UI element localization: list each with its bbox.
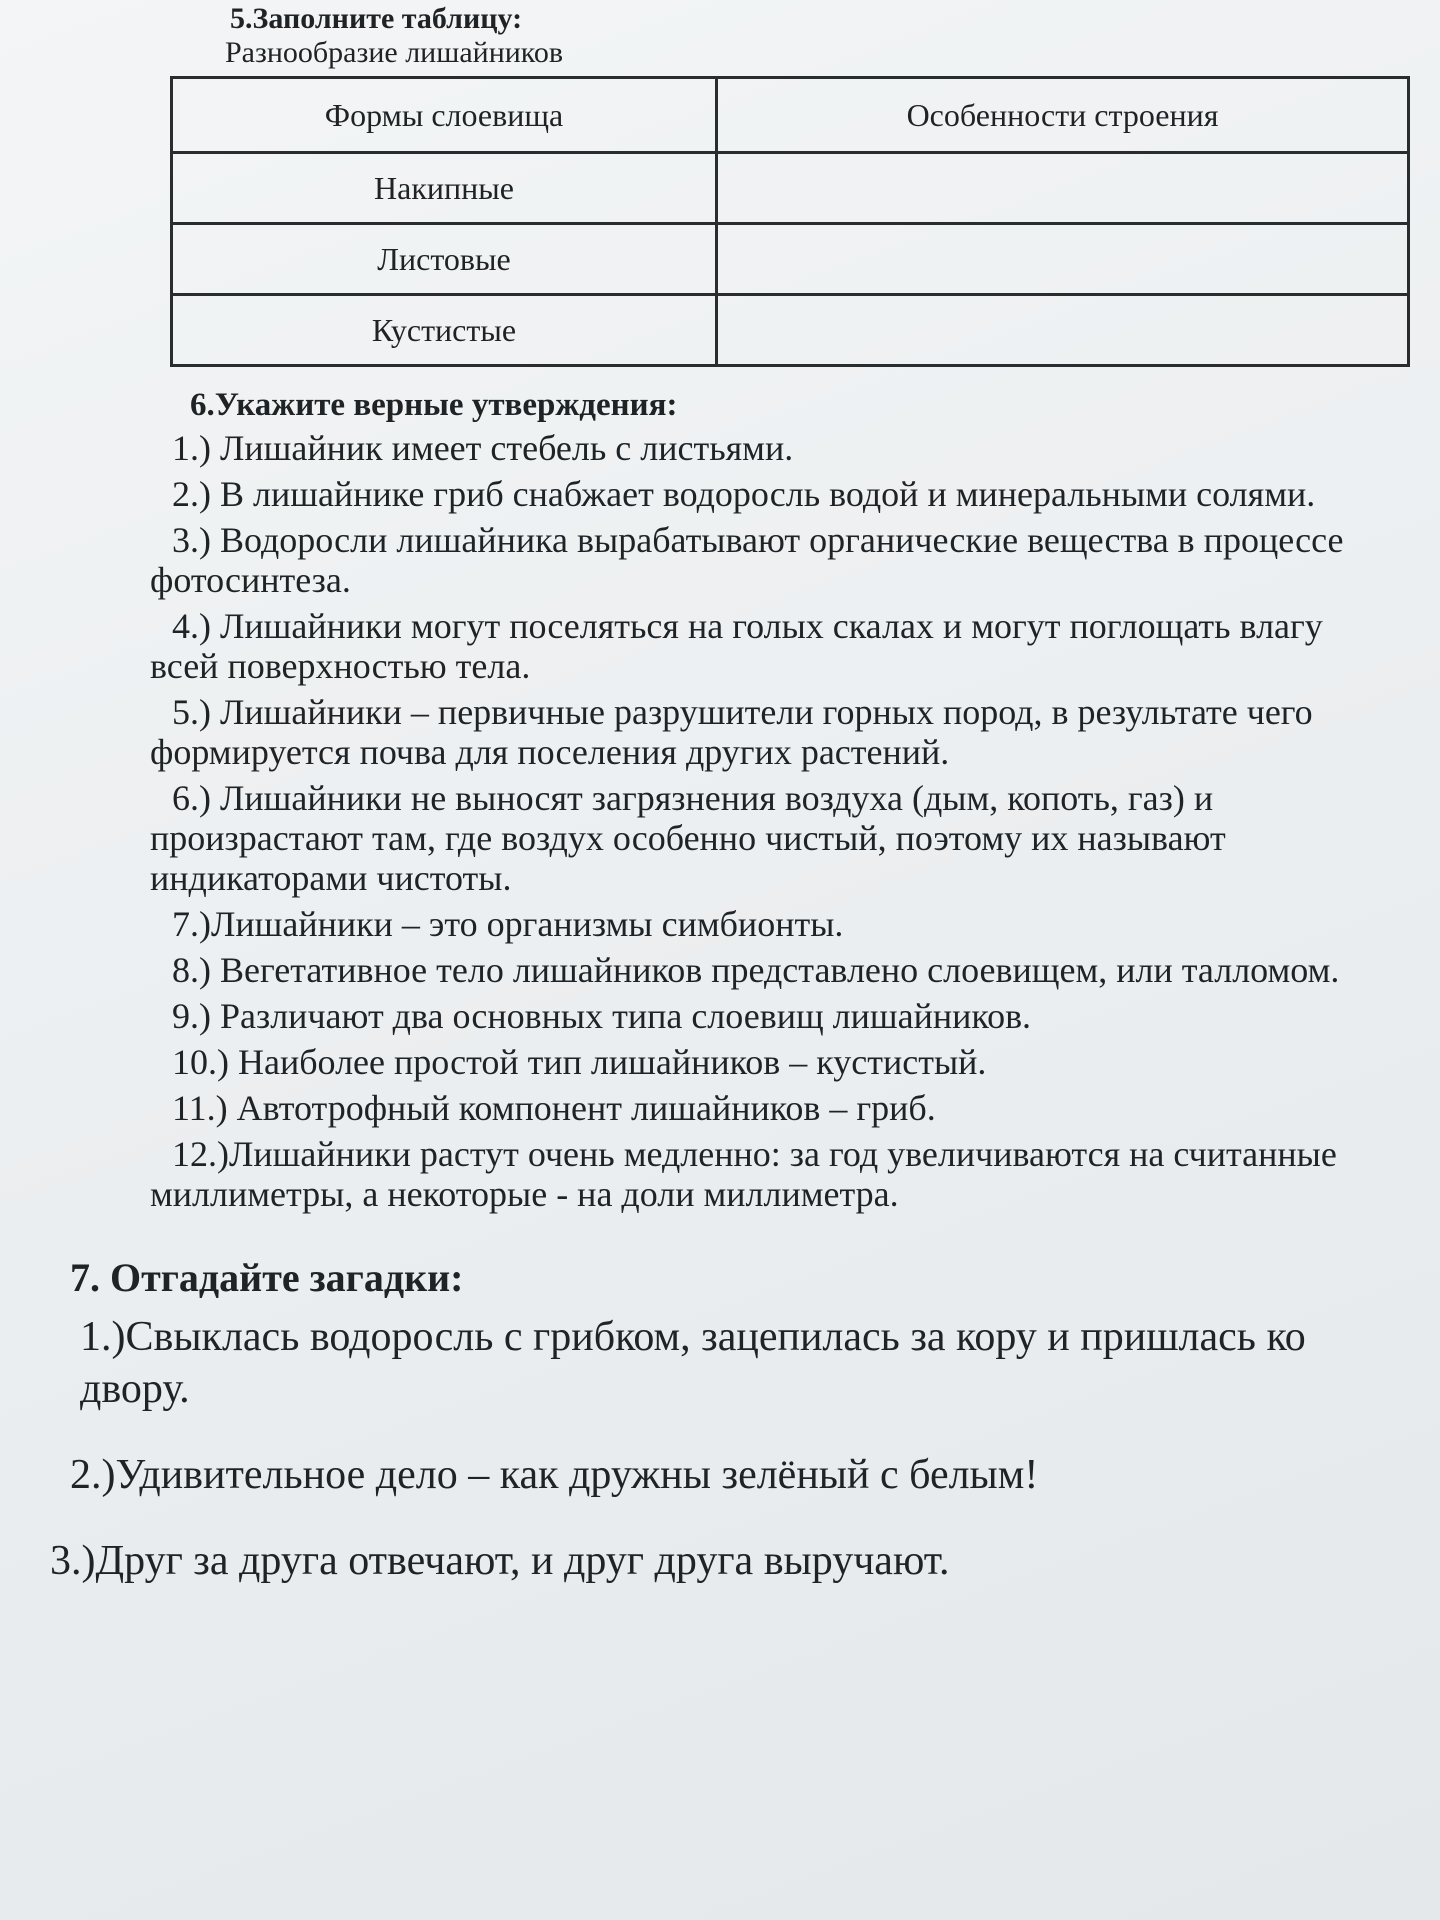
task6-title: 6.Укажите верные утверждения:: [190, 387, 678, 423]
lichen-forms-table: [170, 76, 1410, 367]
statement-item: 2.) В лишайнике гриб снабжает водоросль водой и минеральными солями.: [172, 474, 1316, 514]
riddle-item: 2.)Удивительное дело – как дружны зелёный с белым!: [70, 1452, 1039, 1498]
riddle-item: 1.)Свыклась водоросль с грибком, зацепилась за кору и пришлась ко двору.: [80, 1314, 1306, 1412]
table-row: [172, 224, 1409, 295]
table-cell-form: Кустистые: [172, 295, 717, 366]
table-header-cell: Формы слоевища: [172, 78, 717, 153]
task7-title: 7. Отгадайте загадки:: [70, 1255, 464, 1300]
table-cell-answer[interactable]: [717, 224, 1409, 295]
table-cell-form: Накипные: [172, 153, 717, 224]
statement-item: 10.) Наиболее простой тип лишайников – кустистый.: [172, 1042, 987, 1082]
task7-section: [40, 1254, 1400, 1587]
table-cell-form: Листовые: [172, 224, 717, 295]
table-cell-answer[interactable]: [717, 295, 1409, 366]
riddle-item: 3.)Друг за друга отвечают, и друг друга выручают.: [50, 1538, 950, 1584]
statement-item: 12.)Лишайники растут очень медленно: за год увеличиваются на считанные миллиметры, а некоторые - на доли миллиметра.: [150, 1134, 1337, 1214]
table-header-row: [172, 78, 1409, 153]
statement-item: 5.) Лишайники – первичные разрушители горных пород, в результате чего формируется почва для поселения других растений.: [150, 692, 1313, 772]
statement-item: 9.) Различают два основных типа слоевищ лишайников.: [172, 996, 1032, 1036]
statement-item: 11.) Автотрофный компонент лишайников – гриб.: [172, 1088, 936, 1128]
table-cell-answer[interactable]: [717, 153, 1409, 224]
statement-item: 6.) Лишайники не выносят загрязнения воздуха (дым, копоть, газ) и произрастают там, где воздух особенно чистый, поэтому их называют индикаторами чистоты.: [150, 778, 1226, 898]
statement-item: 8.) Вегетативное тело лишайников представлено слоевищем, или талломом.: [172, 950, 1340, 990]
statement-item: 3.) Водоросли лишайника вырабатывают органические вещества в процессе фотосинтеза.: [150, 520, 1344, 600]
table-caption: Разнообразие лишайников: [225, 36, 564, 69]
statement-item: 1.) Лишайник имеет стебель с листьями.: [172, 428, 794, 468]
task6-section: [40, 387, 1400, 1214]
table-row: [172, 295, 1409, 366]
table-row: [172, 153, 1409, 224]
table-header-cell: Особенности строения: [717, 78, 1409, 153]
statement-item: 7.)Лишайники – это организмы симбионты.: [172, 904, 844, 944]
statement-item: 4.) Лишайники могут поселяться на голых скалах и могут поглощать влагу всей поверхностью тела.: [150, 606, 1323, 686]
task5-title: 5.Заполните таблицу:: [230, 2, 523, 35]
